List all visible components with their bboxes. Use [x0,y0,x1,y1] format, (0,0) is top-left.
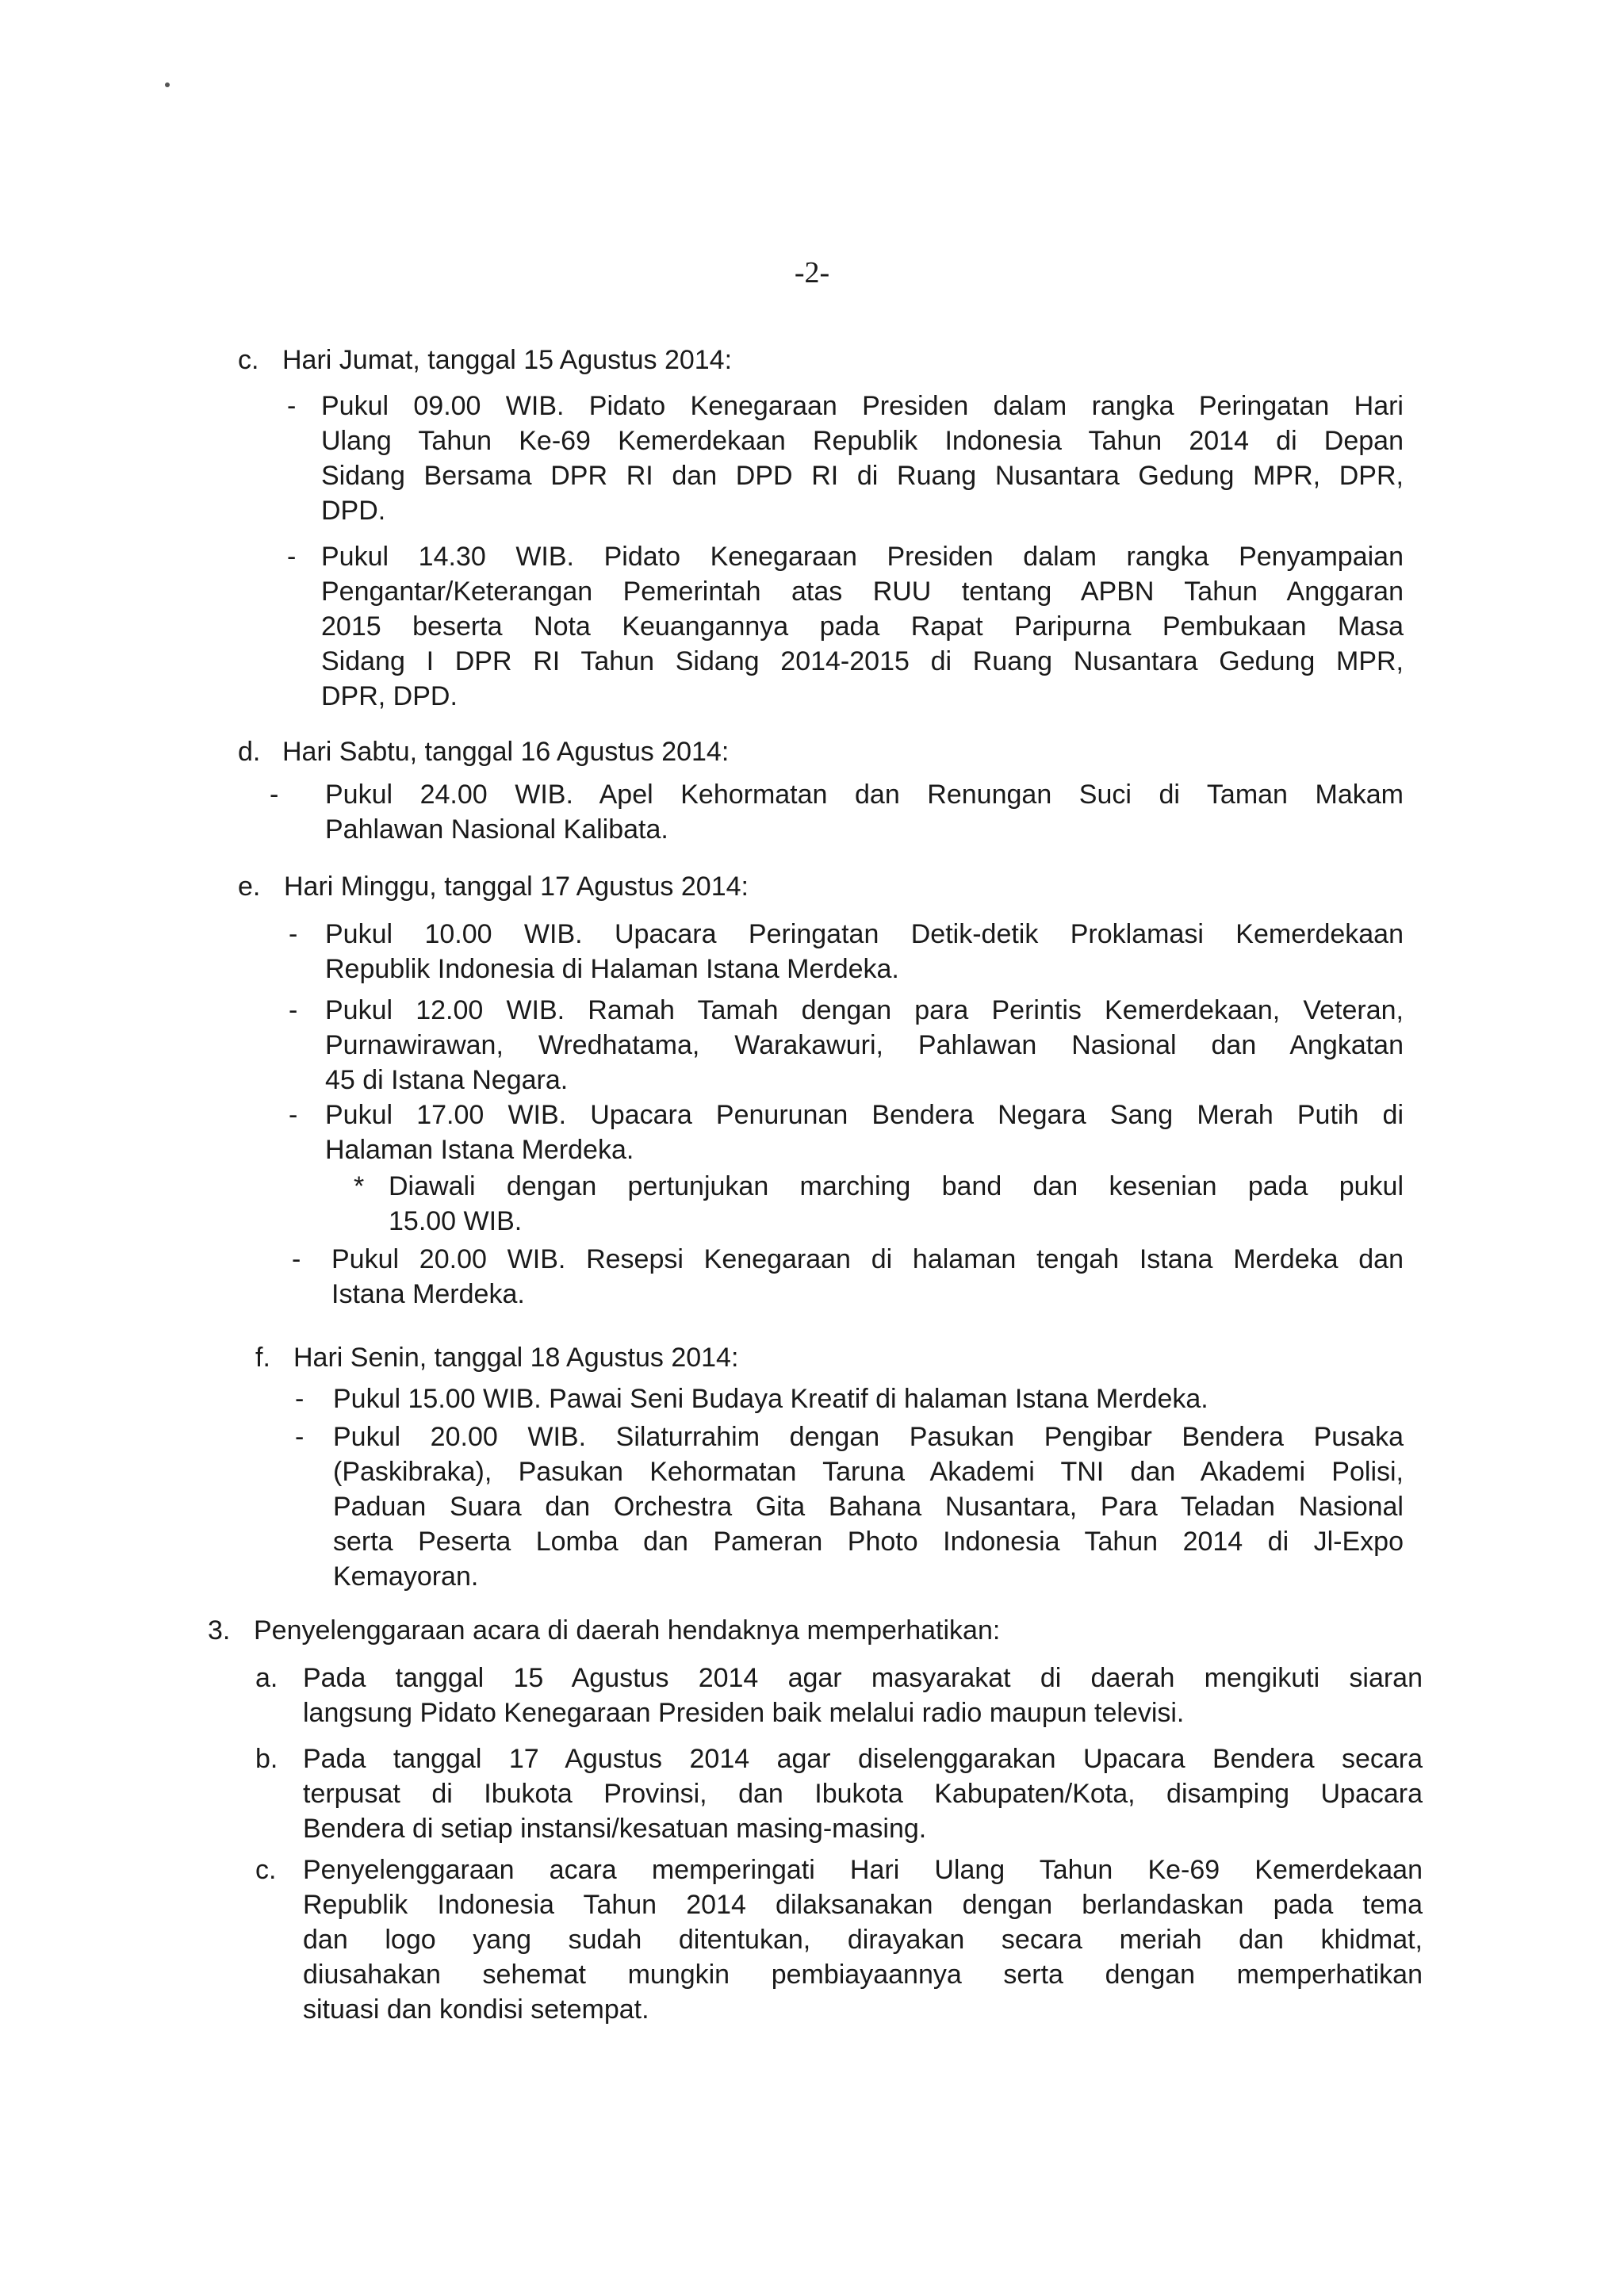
item-e-marker: e. [238,872,261,902]
item-e3-note-star: * [354,1171,365,1201]
item-c2-dash: - [287,542,297,572]
section-3c-line: Republik Indonesia Tahun 2014 dilaksanakan dengan berlandaskan pada tema [303,1890,1423,1920]
item-e4-line: Pukul 20.00 WIB. Resepsi Kenegaraan di halaman tengah Istana Merdeka dan [331,1244,1404,1274]
item-f2-line: Pukul 20.00 WIB. Silaturrahim dengan Pasukan Pengibar Bendera Pusaka [333,1422,1404,1452]
item-c2-line: 2015 beserta Nota Keuangannya pada Rapat Paripurna Pembukaan Masa [321,611,1404,642]
section-3c-marker: c. [255,1855,277,1885]
item-f-heading: Hari Senin, tanggal 18 Agustus 2014: [293,1343,739,1373]
section-3c-line: Penyelenggaraan acara memperingati Hari Ulang Tahun Ke-69 Kemerdekaan [303,1855,1423,1885]
section-3b-line: Bendera di setiap instansi/kesatuan masing-masing. [303,1814,927,1844]
section-3-heading: Penyelenggaraan acara di daerah hendaknya memperhatikan: [254,1615,1001,1646]
item-f1-dash: - [295,1384,304,1414]
item-c2-line: Pengantar/Keterangan Pemerintah atas RUU tentang APBN Tahun Anggaran [321,577,1404,607]
item-e2-line: 45 di Istana Negara. [325,1065,569,1095]
item-e3-note-line: Diawali dengan pertunjukan marching band dan kesenian pada pukul [389,1171,1404,1201]
item-d-marker: d. [238,737,261,767]
item-e2-line: Purnawirawan, Wredhatama, Warakawuri, Pahlawan Nasional dan Angkatan [325,1030,1404,1060]
item-f2-line: (Paskibraka), Pasukan Kehormatan Taruna Akademi TNI dan Akademi Polisi, [333,1457,1404,1487]
item-f-marker: f. [255,1343,270,1373]
item-e4-dash: - [292,1244,301,1274]
item-c2-line: Pukul 14.30 WIB. Pidato Kenegaraan Presiden dalam rangka Penyampaian [321,542,1404,572]
item-e2-dash: - [289,995,298,1025]
item-e3-dash: - [289,1100,298,1130]
item-d1-line: Pahlawan Nasional Kalibata. [325,814,668,845]
item-e-heading: Hari Minggu, tanggal 17 Agustus 2014: [284,872,749,902]
item-d-heading: Hari Sabtu, tanggal 16 Agustus 2014: [282,737,730,767]
item-e3-note-line: 15.00 WIB. [389,1206,523,1236]
item-c1-dash: - [287,391,297,421]
item-f2-line: Kemayoran. [333,1561,479,1592]
item-e3-line: Pukul 17.00 WIB. Upacara Penurunan Bendera Negara Sang Merah Putih di [325,1100,1404,1130]
item-c2-line: DPR, DPD. [321,681,458,711]
item-d1-line: Pukul 24.00 WIB. Apel Kehormatan dan Renungan Suci di Taman Makam [325,780,1404,810]
item-e1-dash: - [289,919,298,949]
section-3c-line: diusahakan sehemat mungkin pembiayaannya serta dengan memperhatikan [303,1960,1423,1990]
item-c-marker: c. [238,345,259,375]
section-3b-line: Pada tanggal 17 Agustus 2014 agar diselenggarakan Upacara Bendera secara [303,1744,1423,1774]
item-e1-line: Republik Indonesia di Halaman Istana Merdeka. [325,954,899,984]
item-e4-line: Istana Merdeka. [331,1279,525,1309]
scan-speck [165,82,170,87]
section-3c-line: dan logo yang sudah ditentukan, dirayakan secara meriah dan khidmat, [303,1925,1423,1955]
item-e3-line: Halaman Istana Merdeka. [325,1135,634,1165]
item-c1-line: Ulang Tahun Ke-69 Kemerdekaan Republik Indonesia Tahun 2014 di Depan [321,426,1404,456]
section-3b-line: terpusat di Ibukota Provinsi, dan Ibukota Kabupaten/Kota, disamping Upacara [303,1779,1423,1809]
item-c-heading: Hari Jumat, tanggal 15 Agustus 2014: [282,345,733,375]
section-3a-line: langsung Pidato Kenegaraan Presiden baik melalui radio maupun televisi. [303,1698,1185,1728]
item-f1-line: Pukul 15.00 WIB. Pawai Seni Budaya Kreatif di halaman Istana Merdeka. [333,1384,1208,1414]
item-e1-line: Pukul 10.00 WIB. Upacara Peringatan Detik-detik Proklamasi Kemerdekaan [325,919,1404,949]
section-3a-marker: a. [255,1663,278,1693]
item-f2-dash: - [295,1422,304,1452]
item-c1-line: Pukul 09.00 WIB. Pidato Kenegaraan Presiden dalam rangka Peringatan Hari [321,391,1404,421]
section-3-marker: 3. [208,1615,231,1646]
section-3c-line: situasi dan kondisi setempat. [303,1994,649,2025]
item-c2-line: Sidang I DPR RI Tahun Sidang 2014-2015 di Ruang Nusantara Gedung MPR, [321,646,1404,676]
item-c1-line: Sidang Bersama DPR RI dan DPD RI di Ruang Nusantara Gedung MPR, DPR, [321,461,1404,491]
item-d1-dash: - [270,780,279,810]
item-f2-line: Paduan Suara dan Orchestra Gita Bahana Nusantara, Para Teladan Nasional [333,1492,1404,1522]
item-e2-line: Pukul 12.00 WIB. Ramah Tamah dengan para Perintis Kemerdekaan, Veteran, [325,995,1404,1025]
section-3a-line: Pada tanggal 15 Agustus 2014 agar masyarakat di daerah mengikuti siaran [303,1663,1423,1693]
section-3b-marker: b. [255,1744,278,1774]
page-number: -2- [794,256,830,289]
item-c1-line: DPD. [321,496,386,526]
item-f2-line: serta Peserta Lomba dan Pameran Photo Indonesia Tahun 2014 di Jl-Expo [333,1527,1404,1557]
